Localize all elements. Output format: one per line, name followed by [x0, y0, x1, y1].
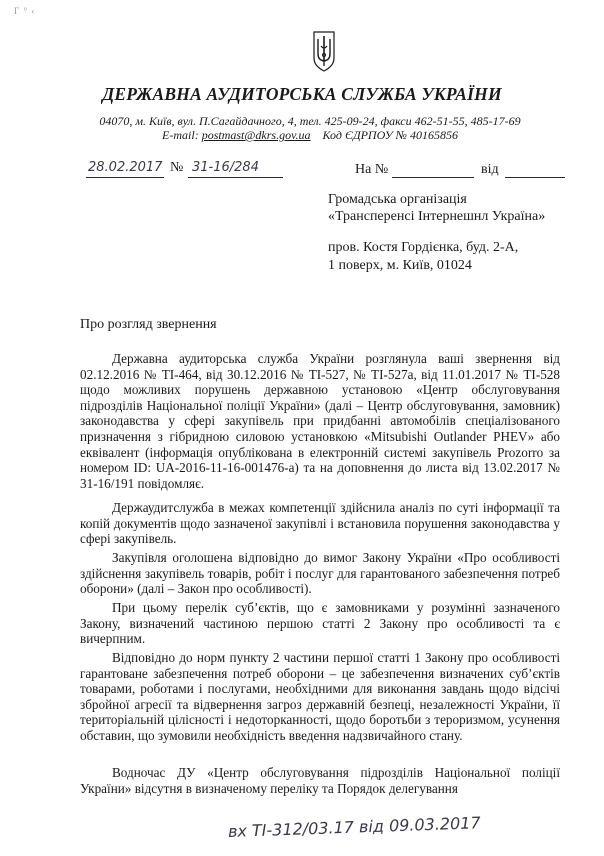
incoming-registration-note: вх ТІ-312/03.17 від 09.03.2017: [227, 813, 481, 841]
letter-body-6: [80, 765, 560, 796]
paragraph-6: Водночас ДУ «Центр обслуговування підрозділів Національної поліції України» відсутня в визначеному переліку та Порядок делегування: [80, 765, 560, 796]
incoming-number-label: На №: [355, 162, 389, 177]
paragraph-1: Державна аудиторська служба України розглянула ваші звернення від 02.12.2016 № ТІ-464, від 30.12.2016 № ТІ-527, № ТІ-527а, від 11.01.2017 № ТІ-528 щодо можливих порушень державною установою «Центр обслуговування підрозділів Національної поліції України» (далі – Центр обслуговування, замовник) законодавства у сфері закупівель при придбанні автомобілів спеціалізованого призначення з гібридною силовою установкою «Mitsubishi Outlander PHEV» або еквівалент (інформація опублікована в електронній системі закупівель Prozorro за номером ID: UA-2016-11-16-001476-а) та на доповнення до листа від 13.02.2017 № 31-16/191 повідомляє.: [80, 351, 560, 491]
email-link[interactable]: postmast@dkrs.gov.ua: [201, 128, 311, 142]
org-name: ДЕРЖАВНА АУДИТОРСЬКА СЛУЖБА УКРАЇНИ: [102, 84, 502, 104]
recipient-line-1: Громадська організація: [328, 192, 467, 207]
letter-body: [80, 351, 560, 491]
paragraph-4: При цьому перелік суб’єктів, що є замовниками у розумінні зазначеного Закону, визначений частиною першою статті 2 Закону про особливості та є вичерпним.: [80, 600, 560, 647]
org-contacts: [8, 128, 604, 143]
outgoing-date: 28.02.2017: [88, 160, 163, 175]
outgoing-number-label: №: [170, 160, 184, 175]
outgoing-number: 31-16/284: [192, 160, 259, 175]
incoming-from-label: від: [481, 162, 499, 177]
subject-line: Про розгляд звернення: [80, 317, 217, 332]
letter-body-4: [80, 600, 560, 647]
scan-mark: Г ° ‹: [14, 6, 36, 16]
paragraph-3: Закупівля оголошена відповідно до вимог Закону України «Про особливості здійснення закупівель товарів, робіт і послуг для гарантованого забезпечення потреб оборони» (далі – Закон про особливості).: [80, 550, 560, 597]
recipient-line-2: «Трансперенсі Інтернешнл Україна»: [328, 209, 546, 224]
letter-body-2: [80, 500, 560, 547]
trident-emblem-icon: [313, 30, 335, 72]
email-label: E-mail:: [162, 128, 199, 142]
recipient-address-1: пров. Костя Гордієнка, буд. 2-А,: [328, 240, 519, 255]
edrpou-code: Код ЄДРПОУ № 40165856: [322, 128, 458, 142]
paragraph-2: Держаудитслужба в межах компетенції здійснила аналіз по суті інформації та копій документів щодо зазначеної закупівлі і встановила порушення законодавства у сфері закупівель.: [80, 500, 560, 547]
letter-body-5: [80, 650, 560, 744]
letter-body-3: [80, 550, 560, 597]
recipient-address-2: 1 поверх, м. Київ, 01024: [328, 258, 472, 273]
org-address: 04070, м. Київ, вул. П.Сагайдачного, 4, тел. 425-09-24, факси 462-51-55, 485-17-69: [99, 114, 521, 128]
paragraph-5: Відповідно до норм пункту 2 частини першої статті 1 Закону про особливості гарантоване забезпечення потреб оборони – це забезпечення визначених суб’єктів товарами, роботами і послугами, необхідними для виконання завдань щодо відсічі збройної агресії та відвернення загроз державній безпеці, незалежності України, її територіальній цілісності і недоторканності, щодо боротьби з тероризмом, усунення обставин, що зумовили необхідність введення надзвичайного стану.: [80, 650, 560, 743]
